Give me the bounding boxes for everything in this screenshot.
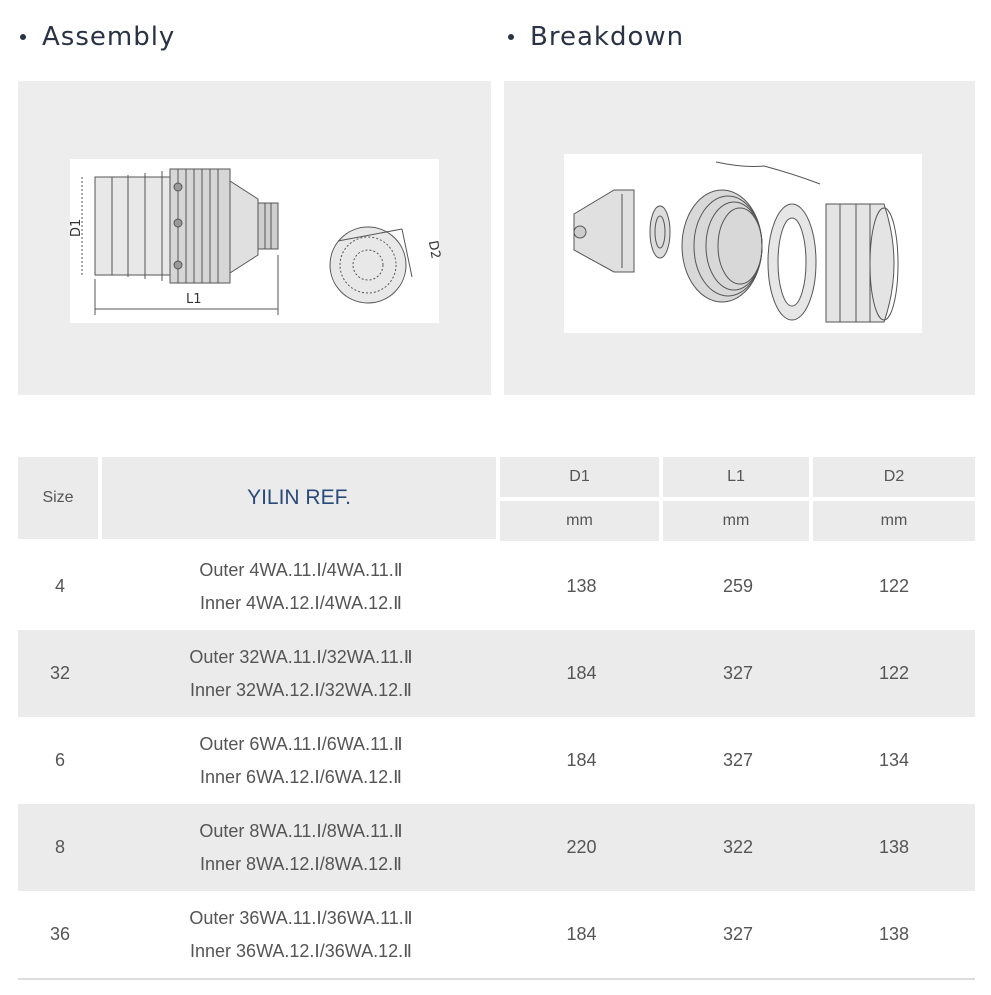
bullet-icon — [20, 34, 26, 40]
table-row — [18, 717, 975, 804]
unit-d1: mm — [500, 501, 663, 543]
assembly-drawing-svg — [69, 159, 443, 323]
d2-label: D2 — [424, 239, 443, 261]
cell-d1: 184 — [566, 750, 597, 770]
cell-size: 36 — [18, 891, 102, 980]
cell-d2: 138 — [813, 804, 975, 891]
cell-size: 6 — [54, 750, 65, 770]
cell-l1: 327 — [722, 750, 754, 770]
ref-outer: Outer 4WA.11.Ⅰ/4WA.11.Ⅱ — [199, 559, 403, 580]
assembly-title — [20, 22, 175, 52]
header-d2: D2 — [813, 457, 975, 501]
ref-inner: Inner 36WA.12.Ⅰ/36WA.12.Ⅱ — [190, 940, 412, 961]
cell-ref — [102, 891, 500, 980]
cell-d1: 184 — [500, 891, 663, 980]
unit-d2: mm — [813, 501, 975, 543]
cell-d2: 134 — [878, 750, 910, 770]
l1-label: L1 — [186, 292, 202, 307]
unit-l1: mm — [663, 501, 813, 543]
ref-outer: Outer 36WA.11.Ⅰ/36WA.11.Ⅱ — [189, 907, 413, 928]
header-d1: D1 — [500, 457, 663, 501]
header-ref: YILIN REF. — [102, 457, 500, 543]
cell-d1: 138 — [566, 576, 597, 596]
breakdown-panel — [504, 81, 975, 395]
ref-inner: Inner 8WA.12.Ⅰ/8WA.12.Ⅱ — [200, 853, 402, 874]
assembly-drawing — [69, 159, 443, 323]
cell-l1: 327 — [663, 630, 813, 717]
spec-table — [18, 457, 975, 980]
cell-ref — [102, 630, 500, 717]
table-row — [18, 543, 975, 630]
bullet-icon — [508, 34, 514, 40]
cell-ref — [102, 717, 500, 804]
cell-d2: 122 — [878, 576, 910, 596]
cell-ref — [102, 543, 500, 630]
cell-size: 8 — [18, 804, 102, 891]
cell-size: 4 — [54, 576, 65, 596]
d1-label: D1 — [69, 218, 84, 237]
cell-size: 32 — [18, 630, 102, 717]
cell-l1: 322 — [663, 804, 813, 891]
assembly-panel — [18, 81, 491, 395]
table-header-row — [18, 457, 975, 501]
cell-l1: 327 — [663, 891, 813, 980]
cell-l1: 259 — [722, 576, 754, 596]
table-row — [18, 630, 975, 717]
breakdown-title — [508, 22, 684, 52]
cell-d1: 184 — [500, 630, 663, 717]
table-row — [18, 891, 975, 980]
header-size: Size — [18, 457, 102, 543]
cell-d1: 220 — [500, 804, 663, 891]
ref-outer: Outer 32WA.11.Ⅰ/32WA.11.Ⅱ — [189, 646, 413, 667]
table-row — [18, 804, 975, 891]
assembly-title-text: Assembly — [42, 22, 176, 52]
ref-outer: Outer 6WA.11.Ⅰ/6WA.11.Ⅱ — [199, 733, 403, 754]
cell-ref — [102, 804, 500, 891]
cell-d2: 138 — [813, 891, 975, 980]
breakdown-title-text: Breakdown — [530, 22, 685, 52]
ref-inner: Inner 4WA.12.Ⅰ/4WA.12.Ⅱ — [200, 592, 402, 613]
breakdown-drawing — [564, 154, 922, 333]
ref-outer: Outer 8WA.11.Ⅰ/8WA.11.Ⅱ — [199, 820, 403, 841]
ref-inner: Inner 32WA.12.Ⅰ/32WA.12.Ⅱ — [190, 679, 412, 700]
cell-d2: 122 — [813, 630, 975, 717]
breakdown-drawing-svg — [564, 154, 922, 333]
header-l1: L1 — [663, 457, 813, 501]
ref-inner: Inner 6WA.12.Ⅰ/6WA.12.Ⅱ — [200, 766, 402, 787]
